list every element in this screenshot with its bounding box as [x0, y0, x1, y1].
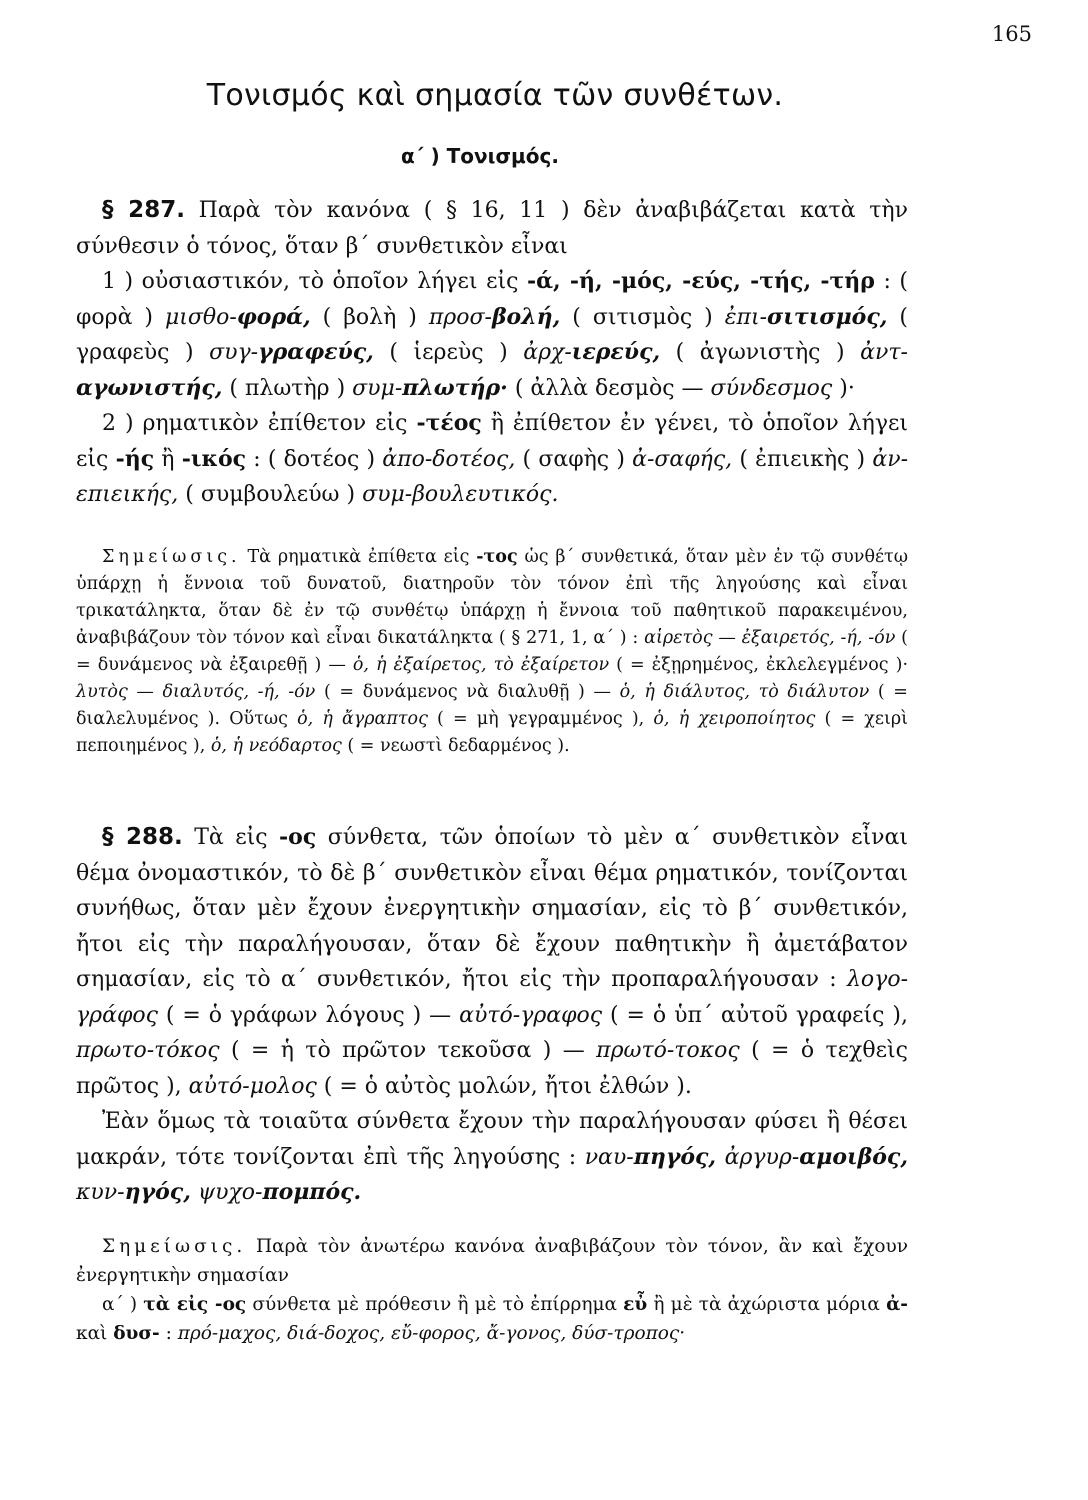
section-287	[76, 193, 908, 513]
note-1: Σημείωσις. Τὰ ρηματικὰ ἐπίθετα εἰς -τος ὡς β΄ συνθετικά, ὅταν μὲν ἐν τῷ συνθέτῳ ὑπάρχῃ ἡ ἔννοια τοῦ δυνατοῦ, διατηροῦν τὸν τόνον ἐπὶ τῆς ληγούσης καὶ εἶναι τρικατάληκτα, ὅταν δὲ ἐν τῷ συνθέτῳ ὑπάρχῃ ἡ ἔννοια τοῦ παθητικοῦ παρακειμένου, ἀναβιβάζουν τὸν τόνον καὶ εἶναι δικατάληκτα ( § 271, 1, α΄ ) : αἱρετὸς — ἐξαιρετός, -ή, -όν ( = δυνάμενος νὰ ἐξαιρεθῇ ) — ὁ, ἡ ἐξαίρετος, τὸ ἐξαίρετον ( = ἐξῃρημένος, ἐκλελεγμένος )· λυτὸς — διαλυτός, -ή, -όν ( = δυνάμενος νὰ διαλυθῇ ) — ὁ, ἡ διάλυτος, τὸ διάλυτον ( = διαλελυμένος ). Οὕτως ὁ, ἡ ἄγραπτος ( = μὴ γεγραμμένος ), ὁ, ἡ χειροποίητος ( = χειρὶ πεποιημένος ), ὁ, ἡ νεόδαρτος ( = νεωστὶ δεδαρμένος ).	[76, 547, 909, 756]
note-2: Σημείωσις. Παρὰ τὸν ἀνωτέρω κανόνα ἀναβιβάζουν τὸν τόνον, ἂν καὶ ἔχουν ἐνεργητικὴν σημασίαν α΄ ) τὰ εἰς -ος σύνθετα μὲ πρόθεσιν ἢ μὲ τὸ ἐπίρρημα εὖ ἢ μὲ τὰ ἀχώριστα μόρια ἀ- καὶ δυσ- : πρό-μαχος, διά-δοχος, εὔ-φορος, ἄ-γονος, δύσ-τροπος·	[76, 1232, 908, 1348]
note-label: Σημείωσις.	[102, 1236, 247, 1257]
note-2-item-a: α΄ ) τὰ εἰς -ος σύνθετα μὲ πρόθεσιν ἢ μὲ τὸ ἐπίρρημα εὖ ἢ μὲ τὰ ἀχώριστα μόρια ἀ- καὶ δυσ- : πρό-μαχος, διά-δοχος, εὔ-φορος, ἄ-γονος, δύσ-τροπος·	[76, 1294, 908, 1344]
page-number: 165	[991, 22, 1032, 46]
section-287-intro: § 287. Παρὰ τὸν κανόνα ( § 16, 11 ) δὲν ἀναβιβάζεται κατὰ τὴν σύνθεσιν ὁ τόνος, ὅταν β΄ συνθετικὸν εἶναι	[76, 197, 908, 259]
section-subtitle: α΄ ) Τονισμός.	[401, 144, 559, 168]
section-287-item-1: 1 ) οὐσιαστικόν, τὸ ὁποῖον λήγει εἰς -ά, -ή, -μός, -εύς, -τής, -τήρ : ( φορὰ ) μισθο-φορά, ( βολὴ ) προσ-βολή, ( σιτισμὸς ) ἐπι-σιτισμός, ( γραφεὺς ) συγ-γραφεύς, ( ἱερεὺς ) ἀρχ-ιερεύς, ( ἀγωνιστὴς ) ἀντ-αγωνιστής, ( πλωτὴρ ) συμ-πλωτήρ· ( ἀλλὰ δεσμὸς — σύνδεσμος )·	[76, 268, 908, 401]
page-title: Τονισμός καὶ σημασία τῶν συνθέτων.	[206, 78, 784, 113]
section-sign-287: § 287.	[102, 197, 185, 223]
section-288-paragraph-2: Ἐὰν ὅμως τὰ τοιαῦτα σύνθετα ἔχουν τὴν παραλήγουσαν φύσει ἢ θέσει μακράν, τότε τονίζονται ἐπὶ τῆς ληγούσης : ναυ-πηγός, ἀργυρ-αμοιβός, κυν-ηγός, ψυχο-πομπός.	[76, 1109, 908, 1205]
section-287-item-2: 2 ) ρηματικὸν ἐπίθετον εἰς -τέος ἢ ἐπίθετον ἐν γένει, τὸ ὁποῖον λήγει εἰς -ής ἢ -ικός : ( δοτέος ) ἀπο-δοτέος, ( σαφὴς ) ἀ-σαφής, ( ἐπιεικὴς ) ἀν-επιεικής, ( συμβουλεύω ) συμ-βουλευτικός.	[76, 410, 909, 507]
note-label: Σημείωσις.	[102, 547, 241, 567]
section-288: § 288. Τὰ εἰς -ος σύνθετα, τῶν ὁποίων τὸ μὲν α΄ συνθετικὸν εἶναι θέμα ὀνομαστικόν, τὸ δὲ β΄ συνθετικὸν εἶναι θέμα ρηματικόν, τονίζονται συνήθως, ὅταν μὲν ἔχουν ἐνεργητικὴν σημασίαν, εἰς τὸ β΄ συνθετικόν, ἤτοι εἰς τὴν παραλήγουσαν, ὅταν δὲ ἔχουν παθητικὴν ἢ ἀμετάβατον σημασίαν, εἰς τὸ α΄ συνθετικόν, ἤτοι εἰς τὴν προπαραλήγουσαν : λογο-γράφος ( = ὁ γράφων λόγους ) — αὐτό-γραφος ( = ὁ ὑπ΄ αὐτοῦ γραφείς ), πρωτο-τόκος ( = ἡ τὸ πρῶτον τεκοῦσα ) — πρωτό-τοκος ( = ὁ τεχθεὶς πρῶτος ), αὐτό-μολος ( = ὁ αὐτὸς μολών, ἤτοι ἐλθών ). Ἐὰν ὅμως τὰ τοιαῦτα σύνθετα ἔχουν τὴν παραλήγουσαν φύσει ἢ θέσει μακράν, τότε τονίζονται ἐπὶ τῆς ληγούσης : ναυ-πηγός, ἀργυρ-αμοιβός, κυν-ηγός, ψυχο-πομπός.	[76, 820, 908, 1211]
section-sign-288: § 288.	[102, 824, 183, 850]
